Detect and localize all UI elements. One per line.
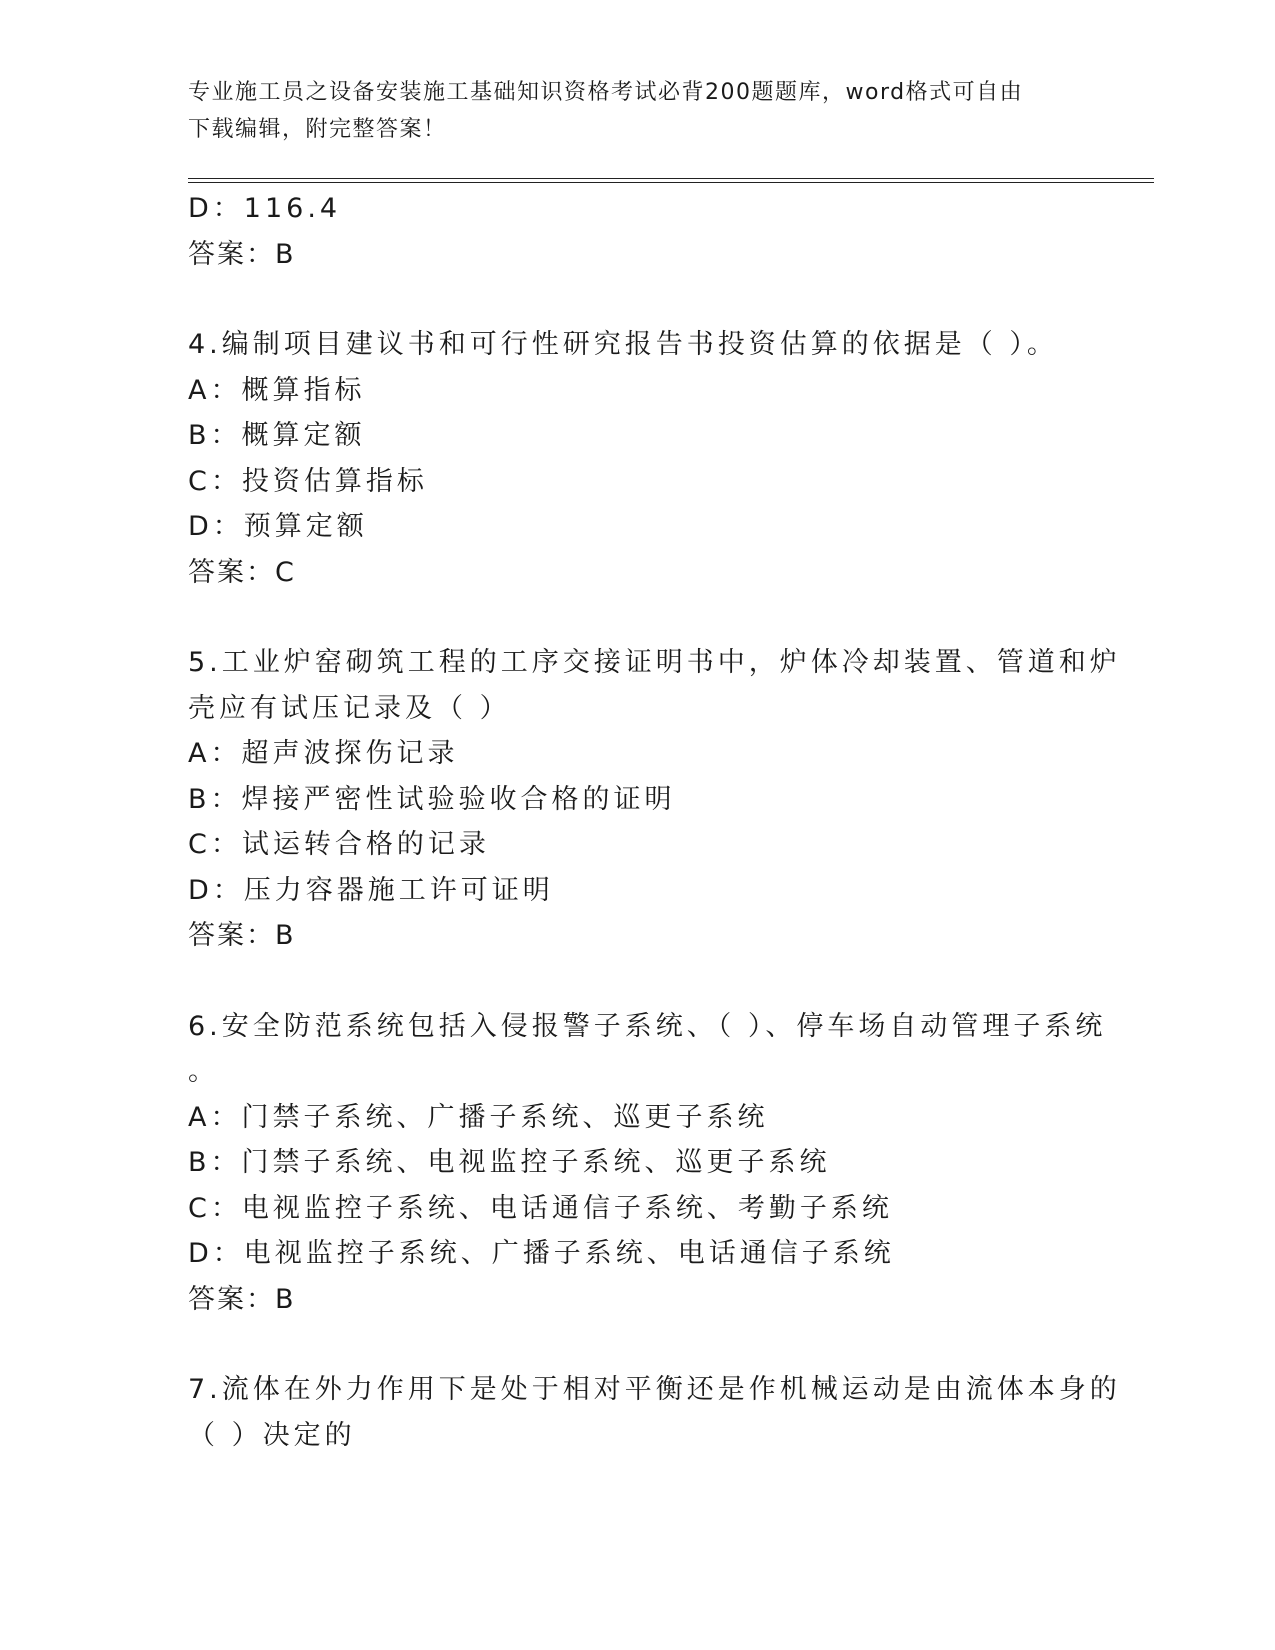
- page-header: [188, 74, 1088, 148]
- spacer: [188, 595, 1108, 640]
- question-5: [188, 640, 1121, 959]
- option-a: A：门禁子系统、广播子系统、巡更子系统: [188, 1101, 769, 1133]
- option-b: B：焊接严密性试验验收合格的证明: [188, 783, 676, 815]
- header-title-line-1: 专业施工员之设备安装施工基础知识资格考试必背200题题库，word格式可自由: [188, 80, 1024, 105]
- question-list: [188, 186, 1121, 1458]
- question-stem-line-2: 壳应有试压记录及（ ）: [188, 692, 511, 724]
- question-stem-line-1: 6.安全防范系统包括入侵报警子系统、（ ）、停车场自动管理子系统: [188, 1010, 1107, 1042]
- answer-label: 答案：B: [188, 1283, 296, 1315]
- question-stem-line-1: 7.流体在外力作用下是处于相对平衡还是作机械运动是由流体本身的: [188, 1374, 1121, 1405]
- spacer: [188, 959, 1108, 1004]
- question-stem-line-2: 。: [188, 1056, 219, 1087]
- question-stem-line-2: （ ）决定的: [188, 1419, 356, 1451]
- question-6: [188, 1004, 1108, 1323]
- option-d: D：电视监控子系统、广播子系统、电话通信子系统: [188, 1238, 895, 1269]
- question-stem: 4.编制项目建议书和可行性研究报告书投资估算的依据是（ ）。: [188, 329, 1058, 360]
- answer-label: 答案：B: [188, 920, 296, 951]
- option-c: C：电视监控子系统、电话通信子系统、考勤子系统: [188, 1192, 893, 1224]
- header-title-line-2: 下载编辑，附完整答案！: [188, 117, 447, 142]
- question-4: [188, 322, 1108, 595]
- answer-label: 答案：C: [188, 556, 296, 588]
- option-a: A：概算指标: [188, 374, 366, 406]
- option-c: C：投资估算指标: [188, 465, 428, 497]
- option-b: B：门禁子系统、电视监控子系统、巡更子系统: [188, 1147, 831, 1178]
- option-b: B：概算定额: [188, 420, 366, 451]
- question-3-tail: [188, 186, 1108, 277]
- option-d: D：116.4: [188, 193, 342, 224]
- answer-label: 答案：B: [188, 238, 296, 270]
- question-7: [188, 1367, 1121, 1458]
- option-d: D：预算定额: [188, 511, 368, 542]
- option-c: C：试运转合格的记录: [188, 829, 490, 860]
- option-a: A：超声波探伤记录: [188, 738, 459, 769]
- spacer: [188, 277, 1108, 322]
- header-double-rule: [188, 178, 1154, 183]
- question-stem-line-1: 5.工业炉窑砌筑工程的工序交接证明书中，炉体冷却装置、管道和炉: [188, 647, 1121, 678]
- option-d: D：压力容器施工许可证明: [188, 874, 554, 906]
- spacer: [188, 1322, 1108, 1367]
